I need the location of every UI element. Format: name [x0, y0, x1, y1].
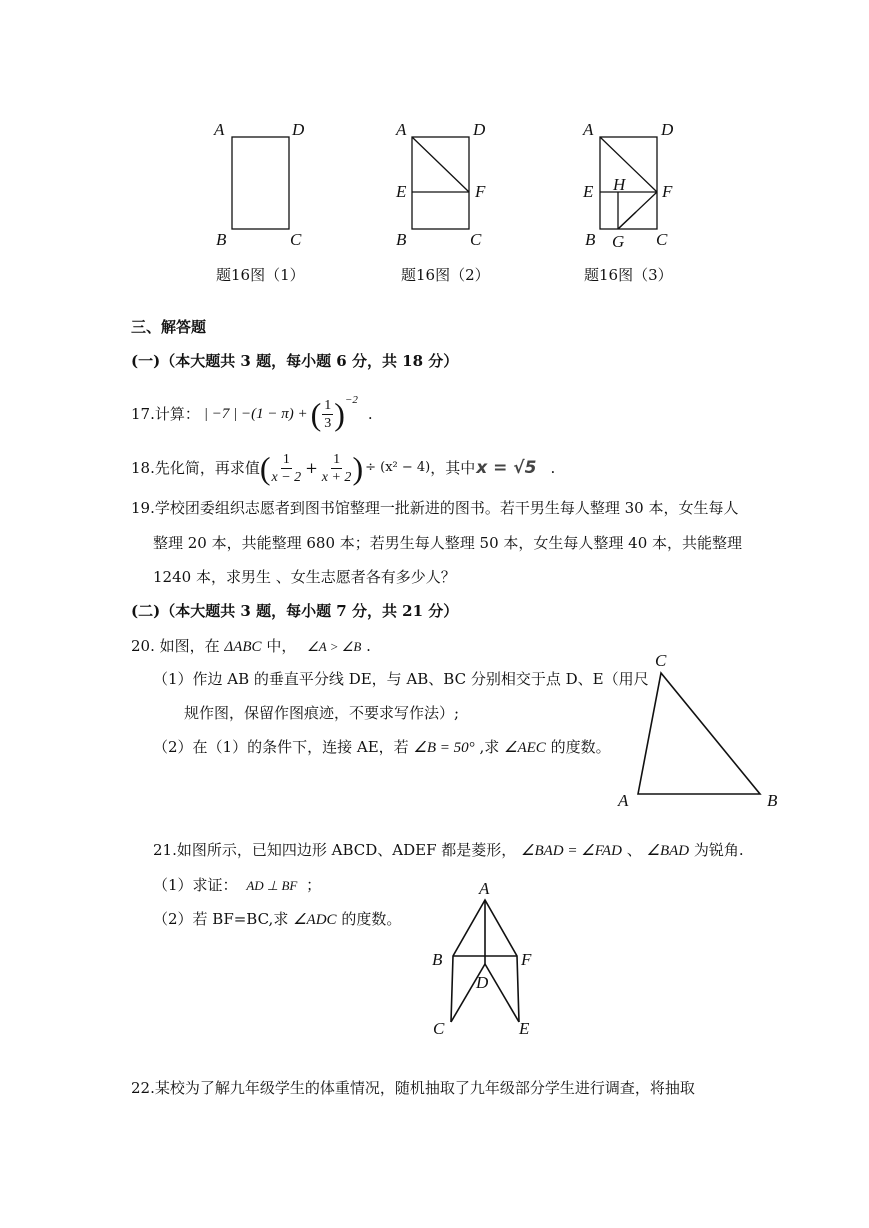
caption-fig16-3: 题16图（3） — [584, 266, 673, 284]
segment-de — [485, 964, 519, 1022]
q21-part1-expr: AD ⊥ BF — [246, 878, 298, 893]
q21-stem-mid: 、 — [626, 841, 642, 859]
label-g: G — [612, 232, 625, 250]
figure-q21-rhombi — [425, 876, 545, 1041]
q21-stem-prefix: 21.如图所示，已知四边形 ABCD、ADEF 都是菱形， — [153, 841, 517, 859]
label-d: D — [661, 120, 674, 139]
label-h: H — [613, 175, 626, 194]
caption-fig16-1: 题16图（1） — [216, 266, 305, 284]
label-f: F — [521, 950, 532, 969]
q20-stem-mid: 中， — [266, 637, 297, 655]
q17-paren-right: ) — [334, 396, 345, 432]
part1-header: (一)（本大题共 3 题，每小题 6 分，共 18 分） — [131, 352, 459, 370]
q21-stem — [153, 840, 744, 861]
caption-fig16-2: 题16图（2） — [401, 266, 490, 284]
q20-triangle: ΔABC — [224, 639, 262, 655]
q20-part2-cond: ∠B = 50° — [413, 740, 475, 756]
q22-line-1: 22.某校为了解九年级学生的体重情况，随机抽取了九年级部分学生进行调查，将抽取 — [131, 1079, 695, 1097]
q21-stem-end: 为锐角. — [693, 841, 744, 859]
q20-part2-end: 的度数。 — [550, 738, 611, 756]
section-title: 三、解答题 — [131, 318, 207, 336]
label-c: C — [655, 651, 667, 670]
q18-frac1-num: 1 — [282, 451, 290, 467]
q21-cond2: ∠BAD — [646, 843, 690, 859]
q19-line-3: 1240 本，求男生 、女生志愿者各有多少人？ — [153, 568, 456, 586]
q18-fraction-1 — [272, 451, 302, 486]
label-c: C — [433, 1019, 445, 1038]
segment-af — [600, 137, 657, 192]
segment-af — [412, 137, 469, 192]
label-b: B — [216, 230, 227, 249]
q18-frac2-num: 1 — [333, 451, 341, 467]
q17-frac-num: 1 — [324, 397, 332, 413]
q20-part1-line2: 规作图，保留作图痕迹，不要求写作法）; — [184, 704, 460, 722]
q17-prefix: 17.计算： — [131, 405, 200, 423]
q18-frac2-den: x + 2 — [321, 469, 352, 485]
q20-part2-prefix: （2）在（1）的条件下，连接 AE，若 — [153, 738, 409, 756]
label-e: E — [583, 182, 594, 201]
label-d: D — [292, 120, 305, 139]
q21-cond1: ∠BAD = ∠FAD — [521, 843, 622, 859]
q18-paren-right: ) — [352, 450, 364, 486]
label-f: F — [475, 182, 486, 201]
q19-line-2: 整理 20 本，共能整理 680 本；若男生每人整理 50 本，女生每人整理 40 本，共能整理 — [153, 534, 743, 552]
q18-where: ，其中 — [430, 459, 476, 477]
segment-g-inner — [618, 212, 636, 229]
q20-part2-angle: ∠AEC — [504, 740, 546, 756]
triangle-abc — [638, 673, 760, 794]
q17-exponent: −2 — [344, 394, 358, 406]
q17-end: . — [367, 405, 373, 423]
label-c: C — [470, 230, 482, 249]
label-a: A — [396, 120, 407, 139]
q21-part1-prefix: （1）求证： — [153, 876, 238, 894]
label-e: E — [396, 182, 407, 201]
q21-part1 — [153, 875, 321, 896]
q20-stem-end: . — [366, 637, 371, 655]
label-a: A — [479, 879, 490, 898]
q20-stem — [131, 636, 371, 657]
label-b: B — [396, 230, 407, 249]
q17-paren-left: ( — [310, 396, 322, 432]
label-b: B — [432, 950, 443, 969]
label-a: A — [214, 120, 225, 139]
figure-16-1 — [200, 115, 320, 250]
q18-fraction-2 — [322, 451, 352, 486]
q21-part2 — [153, 909, 401, 930]
q17-expr: | −7 | −(1 − π) + — [203, 406, 308, 422]
label-e: E — [519, 1019, 530, 1038]
q17-frac-den: 3 — [324, 415, 332, 431]
q21-part1-end: ； — [306, 876, 322, 894]
label-a: A — [583, 120, 594, 139]
figure-16-3 — [574, 115, 704, 250]
q20-condition: ∠A > ∠B — [307, 639, 362, 654]
q21-part2-prefix: （2）若 BF=BC,求 — [153, 910, 289, 928]
label-a: A — [618, 791, 629, 810]
question-17 — [131, 392, 373, 436]
q18-paren-left: ( — [259, 450, 271, 486]
label-c: C — [290, 230, 302, 249]
figure-16-2 — [390, 115, 510, 250]
q18-divide: ÷ (x² − 4) — [365, 460, 431, 475]
q20-part2 — [153, 737, 611, 758]
part2-header: (二)（本大题共 3 题，每小题 7 分，共 21 分） — [131, 602, 459, 620]
label-c: C — [656, 230, 668, 249]
q20-part1-line1: （1）作边 AB 的垂直平分线 DE，与 AB、BC 分别相交于点 D、E（用尺 — [153, 670, 649, 688]
q20-part2-mid: ,求 — [479, 738, 500, 756]
label-b: B — [767, 791, 778, 810]
figure-q20-triangle — [610, 648, 790, 813]
q17-fraction — [322, 397, 333, 432]
q18-frac1-den: x − 2 — [271, 469, 302, 485]
q18-condition: x = √5 — [476, 458, 537, 478]
q20-stem-prefix: 20. 如图，在 — [131, 637, 220, 655]
q19-line-1: 19.学校团委组织志愿者到图书馆整理一批新进的图书。若干男生每人整理 30 本，女生每人 — [131, 499, 739, 517]
q18-plus: + — [305, 459, 318, 477]
q21-part2-end: 的度数。 — [341, 910, 402, 928]
label-f: F — [662, 182, 673, 201]
q18-end: . — [550, 459, 556, 477]
q18-prefix: 18.先化简，再求值 — [131, 459, 260, 477]
label-d: D — [476, 973, 489, 992]
label-b: B — [585, 230, 596, 249]
question-18 — [131, 446, 555, 490]
q21-part2-angle: ∠ADC — [293, 912, 337, 928]
rectangle-abcd — [232, 137, 289, 229]
label-d: D — [473, 120, 486, 139]
